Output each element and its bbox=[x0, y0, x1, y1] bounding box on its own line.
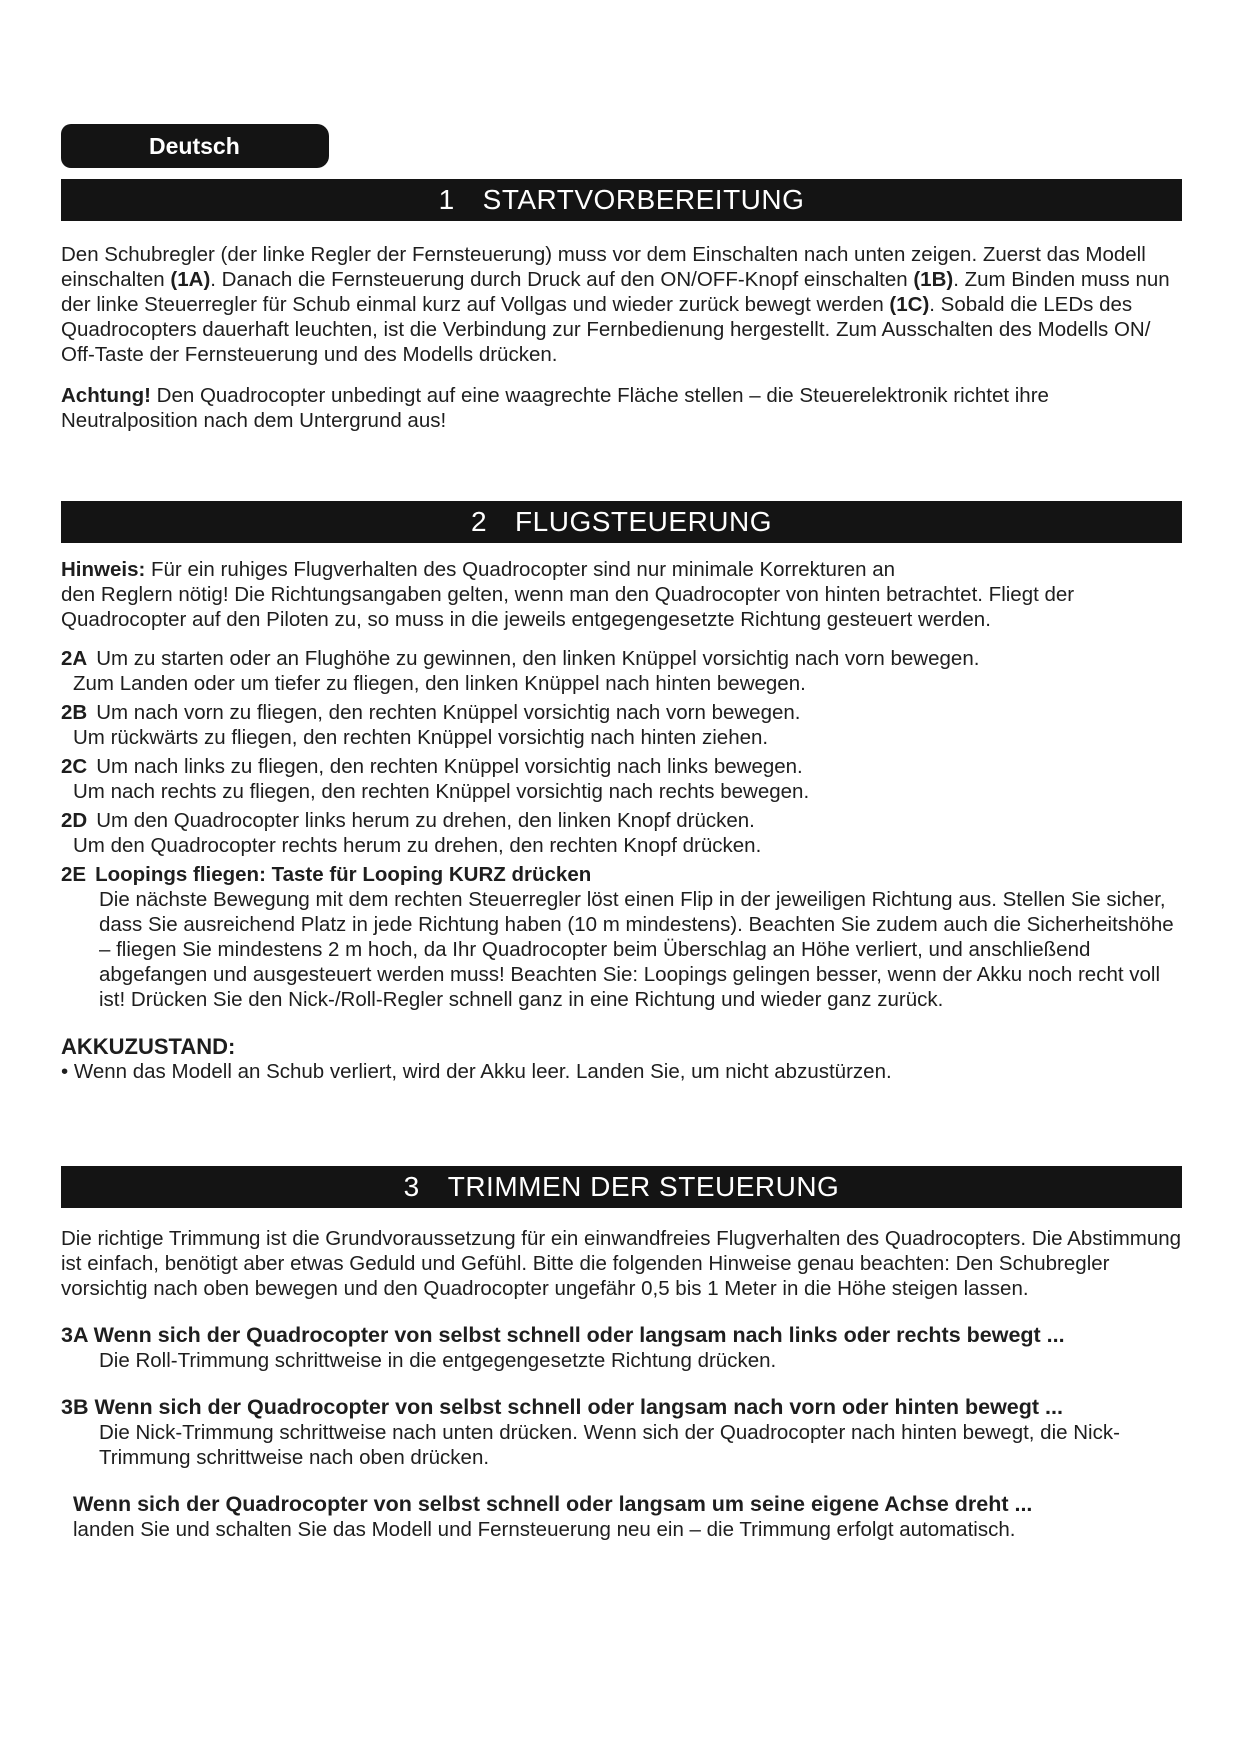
list-item bbox=[61, 808, 1182, 858]
section-1-title: STARTVORBEREITUNG bbox=[482, 184, 805, 215]
item-code: 2B bbox=[61, 701, 88, 724]
item-code: 2E bbox=[61, 863, 87, 886]
item-code: 2C bbox=[61, 755, 88, 778]
note-paragraph bbox=[61, 557, 1182, 632]
section-2-body bbox=[61, 557, 1182, 1084]
item-line-2: Um rückwärts zu fliegen, den rechten Knüppel vorsichtig nach hinten ziehen. bbox=[73, 726, 769, 749]
item-line-1: Um den Quadrocopter links herum zu drehen, den linken Knopf drücken. bbox=[96, 809, 755, 832]
battery-heading: AKKUZUSTAND: bbox=[61, 1034, 236, 1059]
startup-text-4: . Sobald die LEDs des Quadrocopters dauerhaft leuchten, ist die Verbindung zur Fernbedienung hergestellt. Zum Ausschalten des Modells ON/ Off-Taste der Fernsteuerung und des Modells drücken. bbox=[61, 293, 1151, 366]
trim-3b-title: 3B Wenn sich der Quadrocopter von selbst schnell oder langsam nach vorn oder hinten bewegt ... bbox=[61, 1395, 1063, 1419]
section-3-header bbox=[61, 1166, 1182, 1208]
ref-1b: (1B) bbox=[913, 268, 954, 291]
control-list bbox=[61, 646, 1182, 1012]
warning-label: Achtung! bbox=[61, 384, 151, 407]
item-line-1: Um nach links zu fliegen, den rechten Knüppel vorsichtig nach links bewegen. bbox=[96, 755, 803, 778]
language-tab: Deutsch bbox=[61, 124, 329, 168]
trim-3b-text: Die Nick-Trimmung schrittweise nach unten drücken. Wenn sich der Quadrocopter nach hinten bewegt, die Nick-Trimmung schrittweise nach oben drücken. bbox=[99, 1421, 1120, 1469]
section-3-number: 3 bbox=[403, 1171, 420, 1202]
ref-1c: (1C) bbox=[889, 293, 930, 316]
trim-3a-text: Die Roll-Trimmung schrittweise in die entgegengesetzte Richtung drücken. bbox=[99, 1349, 777, 1372]
note-label: Hinweis: bbox=[61, 558, 146, 581]
trim-3a-title: 3A Wenn sich der Quadrocopter von selbst schnell oder langsam nach links oder rechts bewegt ... bbox=[61, 1323, 1065, 1347]
looping-title: Loopings fliegen: Taste für Looping KURZ drücken bbox=[95, 863, 592, 886]
list-item bbox=[61, 754, 1182, 804]
item-code: 2A bbox=[61, 647, 88, 670]
item-line-2: Um nach rechts zu fliegen, den rechten Knüppel vorsichtig nach rechts bewegen. bbox=[73, 780, 810, 803]
section-1-number: 1 bbox=[438, 184, 455, 215]
section-1-header bbox=[61, 179, 1182, 221]
note-line-1: Für ein ruhiges Flugverhalten des Quadrocopter sind nur minimale Korrekturen an bbox=[145, 558, 896, 581]
trim-axis-title: Wenn sich der Quadrocopter von selbst schnell oder langsam um seine eigene Achse dreht ... bbox=[73, 1492, 1033, 1516]
warning-paragraph bbox=[61, 383, 1182, 433]
looping-text: Die nächste Bewegung mit dem rechten Steuerregler löst einen Flip in der jeweiligen Richtung aus. Stellen Sie sicher, dass Sie ausreichend Platz in jede Richtung haben (10 m mindestens). Beachten Sie zudem auch die Sicherheitshöhe – fliegen Sie mindestens 2 m hoch, da Ihr Quadrocopter beim Überschlag an Höhe verliert, und anschließend abgefangen und ausgesteuert werden muss! Beachten Sie: Loopings gelingen besser, wenn der Akku noch recht voll ist! Drücken Sie den Nick-/Roll-Regler schnell ganz in eine Richtung und wieder ganz zurück. bbox=[99, 888, 1174, 1011]
looping-item bbox=[61, 862, 1182, 887]
item-line-1: Um zu starten oder an Flughöhe zu gewinnen, den linken Knüppel vorsichtig nach vorn bewegen. bbox=[96, 647, 980, 670]
item-line-2: Um den Quadrocopter rechts herum zu drehen, den rechten Knopf drücken. bbox=[73, 834, 762, 857]
startup-paragraph bbox=[61, 242, 1182, 367]
section-2-number: 2 bbox=[470, 506, 488, 537]
trim-intro: Die richtige Trimmung ist die Grundvoraussetzung für ein einwandfreies Flugverhalten des Quadrocopters. Die Abstimmung ist einfach, benötigt aber etwas Geduld und Gefühl. Bitte die folgenden Hinweise genau beachten: Den Schubregler vorsichtig nach oben bewegen und den Quadrocopter ungefähr 0,5 bis 1 Meter in die Höhe steigen lassen. bbox=[61, 1227, 1182, 1300]
item-line-1: Um nach vorn zu fliegen, den rechten Knüppel vorsichtig nach vorn bewegen. bbox=[96, 701, 801, 724]
startup-text-3: . Zum Binden muss nun der linke Steuerregler für Schub einmal kurz auf Vollgas und wieder zurück bewegt werden bbox=[61, 268, 1170, 316]
startup-text-2: . Danach die Fernsteuerung durch Druck auf den ON/OFF-Knopf einschalten bbox=[210, 268, 914, 291]
list-item bbox=[61, 700, 1182, 750]
note-text: den Reglern nötig! Die Richtungsangaben gelten, wenn man den Quadrocopter von hinten betrachtet. Fliegt der Quadrocopter auf den Piloten zu, so muss in die jeweils entgegengesetzte Richtung gesteuert werden. bbox=[61, 583, 1075, 631]
ref-1a: (1A) bbox=[170, 268, 211, 291]
battery-text: • Wenn das Modell an Schub verliert, wird der Akku leer. Landen Sie, um nicht abzustürzen. bbox=[61, 1060, 892, 1083]
section-3-title: TRIMMEN DER STEUERUNG bbox=[447, 1171, 840, 1202]
section-3-body bbox=[61, 1226, 1182, 1542]
list-item bbox=[61, 646, 1182, 696]
section-1-body bbox=[61, 242, 1182, 433]
trim-axis-text: landen Sie und schalten Sie das Modell und Fernsteuerung neu ein – die Trimmung erfolgt automatisch. bbox=[73, 1518, 1016, 1541]
section-2-header bbox=[61, 501, 1182, 543]
item-code: 2D bbox=[61, 809, 88, 832]
item-line-2: Zum Landen oder um tiefer zu fliegen, den linken Knüppel nach hinten bewegen. bbox=[73, 672, 806, 695]
section-2-title: FLUGSTEUERUNG bbox=[515, 506, 773, 537]
startup-text-1: Den Schubregler (der linke Regler der Fernsteuerung) muss vor dem Einschalten nach unten zeigen. Zuerst das Modell einschalten bbox=[61, 243, 1146, 291]
warning-text: Den Quadrocopter unbedingt auf eine waagrechte Fläche stellen – die Steuerelektronik richtet ihre Neutralposition nach dem Untergrund aus! bbox=[61, 384, 1049, 432]
